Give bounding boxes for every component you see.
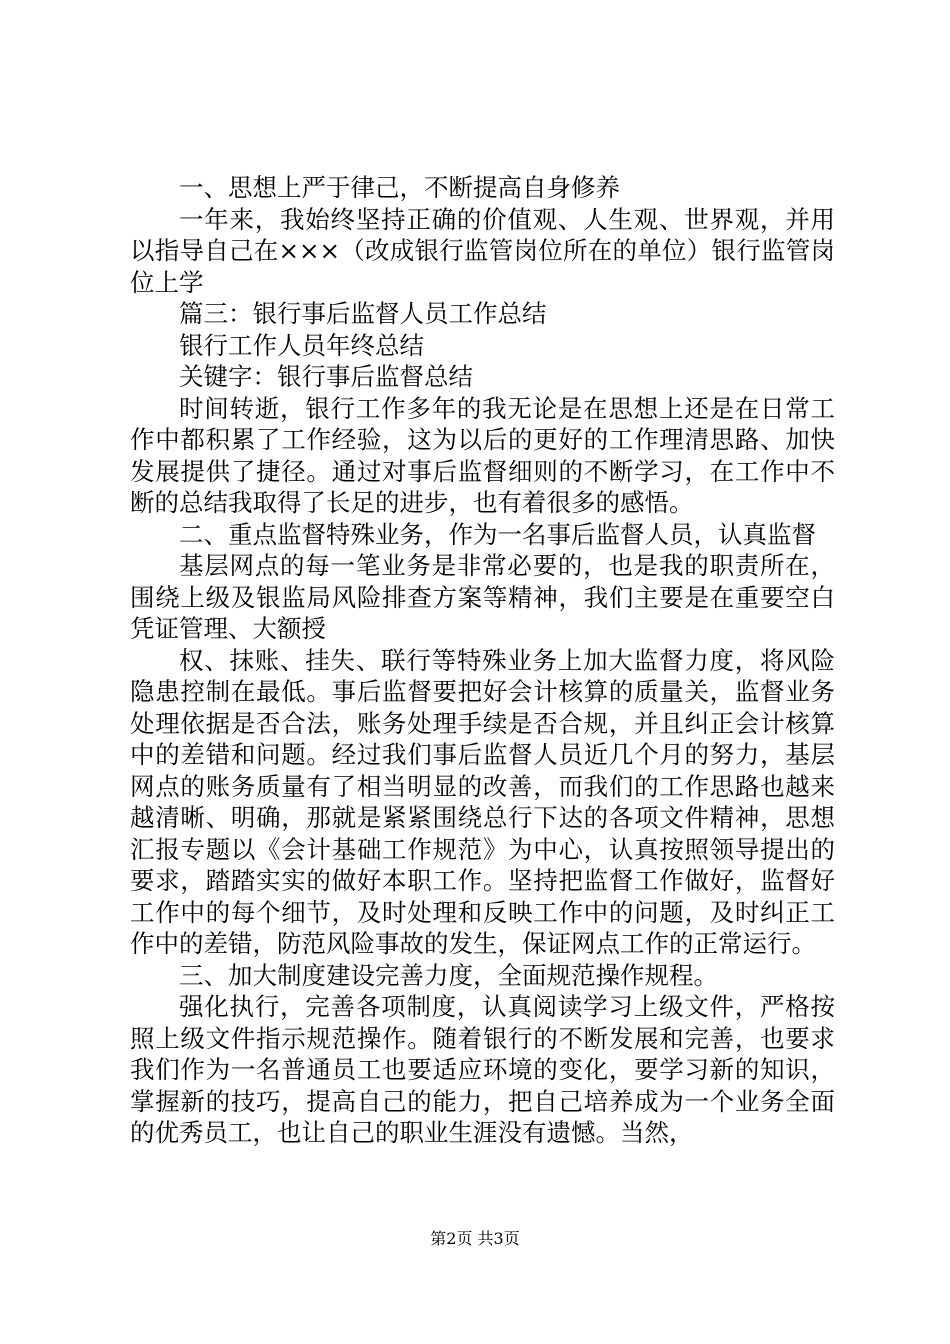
document-body — [130, 172, 835, 1149]
section-heading-2: 二、重点监督特殊业务，作为一名事后监督人员，认真监督 — [179, 519, 816, 549]
keywords-line: 关键字：银行事后监督总结 — [179, 362, 473, 391]
body-paragraph: 强化执行，完善各项制度，认真阅读学习上级文件，严格按照上级文件指示规范操作。随着银行的不断发展和完善，也要求我们作为一名普通员工也要适应环境的变化，要学习新的知识，掌握新的技巧，提高自己的能力，把自己培养成为一个业务全面的优秀员工，也让自己的职业生涯没有遗憾。当然， — [130, 992, 835, 1147]
subtitle: 银行工作人员年终总结 — [179, 330, 424, 360]
body-paragraph: 权、抹账、挂失、联行等特殊业务上加大监督力度，将风险隐患控制在最低。事后监督要把好会计核算的质量关，监督业务处理依据是否合法，账务处理手续是否合规，并且纠正会计核算中的差错和问题。经过我们事后监督人员近几个月的努力，基层网点的账务质量有了相当明显的改善，而我们的工作思路也越来越清晰、明确，那就是紧紧围绕总行下达的各项文件精神，思想汇报专题以《会计基础工作规范》为中心，认真按照领导提出的要求，踏踏实实的做好本职工作。坚持把监督工作做好，监督好工作中的每个细节，及时处理和反映工作中的问题，及时纠正工作中的差错，防范风险事故的发生，保证网点工作的正常运行。 — [130, 645, 835, 958]
body-paragraph: 一年来，我始终坚持正确的价值观、人生观、世界观，并用以指导自己在×××（改成银行监管岗位所在的单位）银行监管岗位上学 — [130, 204, 835, 297]
body-paragraph: 基层网点的每一笔业务是非常必要的，也是我的职责所在，围绕上级及银监局风险排查方案等精神，我们主要是在重要空白凭证管理、大额授 — [130, 551, 835, 643]
page-number: 第2页 共3页 — [430, 1229, 520, 1248]
section-heading-3: 三、加大制度建设完善力度，全面规范操作规程。 — [179, 960, 718, 990]
section-heading-1: 一、思想上严于律己，不断提高自身修养 — [179, 173, 620, 202]
section-heading-chapter-3: 篇三：银行事后监督人员工作总结 — [179, 299, 547, 328]
body-paragraph: 时间转逝，银行工作多年的我无论是在思想上还是在日常工作中都积累了工作经验，这为以后的更好的工作理清思路、加快发展提供了捷径。通过对事后监督细则的不断学习，在工作中不断的总结我取得了长足的进步，也有着很多的感悟。 — [130, 393, 835, 517]
